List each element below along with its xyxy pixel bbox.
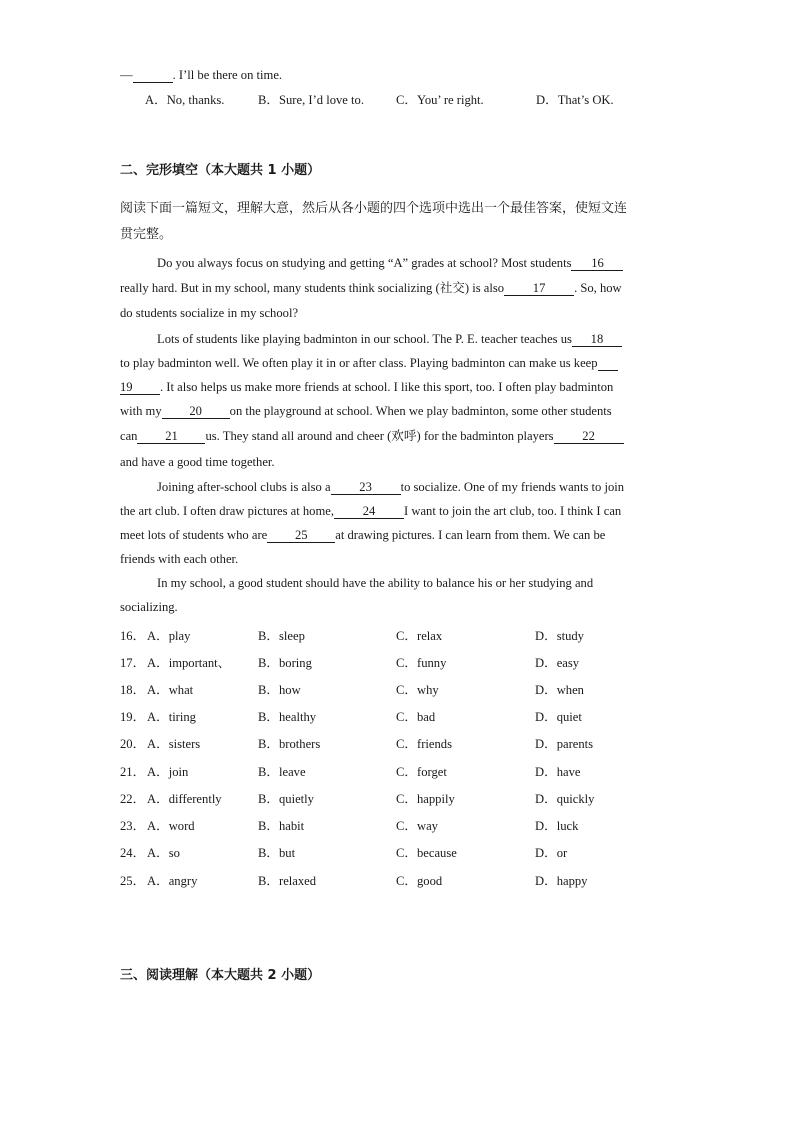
- section3-heading: 三、阅读理解（本大题共 2 小题）: [120, 968, 321, 983]
- choice-a[interactable]: A．so: [147, 846, 180, 860]
- question-row: [120, 761, 720, 779]
- passage-line: really hard. But in my school, many students think socializing (社交) is also 17 . So, how: [120, 281, 622, 295]
- choice-b[interactable]: B．healthy: [258, 710, 317, 724]
- blank-17[interactable]: 17: [504, 282, 574, 296]
- passage-line: with my 20 on the playground at school. When we play badminton, some other students: [120, 404, 612, 418]
- choice-c[interactable]: C．forget: [396, 765, 447, 779]
- choice-d[interactable]: D．luck: [535, 819, 579, 833]
- answer-blank[interactable]: [133, 69, 173, 83]
- section2-heading: 二、完形填空（本大题共 1 小题）: [120, 163, 321, 178]
- question-row: [120, 625, 720, 643]
- choice-a[interactable]: A．play: [147, 629, 191, 643]
- question-row: [120, 706, 720, 724]
- question-number: 18．: [120, 683, 146, 697]
- passage-line: Do you always focus on studying and getting “A” grades at school? Most students 16: [157, 255, 623, 271]
- passage-line: socializing.: [120, 600, 178, 614]
- blank-20[interactable]: 20: [162, 405, 230, 419]
- question-number: 22．: [120, 792, 146, 806]
- choice-a[interactable]: A．differently: [147, 792, 222, 806]
- choice-d[interactable]: D．study: [535, 629, 584, 643]
- choice-b[interactable]: B．leave: [258, 765, 306, 779]
- choice-c[interactable]: C．good: [396, 874, 443, 888]
- dash: —: [120, 68, 133, 82]
- choice-b[interactable]: B．how: [258, 683, 301, 697]
- question-number: 17．: [120, 656, 146, 670]
- choice-b[interactable]: B．sleep: [258, 629, 305, 643]
- choice-b[interactable]: B．relaxed: [258, 874, 317, 888]
- choice-b[interactable]: B．but: [258, 846, 296, 860]
- question-row: [120, 788, 720, 806]
- choice-a[interactable]: A．word: [147, 819, 195, 833]
- passage-line: and have a good time together.: [120, 455, 275, 469]
- choice-c[interactable]: C．friends: [396, 737, 452, 751]
- question-number: 21．: [120, 765, 146, 779]
- question-row: [120, 733, 720, 751]
- choice-d[interactable]: D．when: [535, 683, 584, 697]
- blank-16[interactable]: 16: [571, 257, 623, 271]
- question-number: 24．: [120, 846, 146, 860]
- choice-a[interactable]: A．sisters: [147, 737, 201, 751]
- blank-25[interactable]: 25: [267, 529, 335, 543]
- question-number: 16．: [120, 629, 146, 643]
- question-row: [120, 870, 720, 888]
- choice-d[interactable]: D．quiet: [535, 710, 582, 724]
- blank-22[interactable]: 22: [554, 430, 624, 444]
- blank-24[interactable]: 24: [334, 505, 404, 519]
- choice-a[interactable]: A．angry: [147, 874, 198, 888]
- blank-23[interactable]: 23: [331, 481, 401, 495]
- option-d[interactable]: D．That’s OK.: [536, 93, 614, 107]
- passage-line: Lots of students like playing badminton in our school. The P. E. teacher teaches us 18: [157, 331, 622, 347]
- choice-c[interactable]: C．why: [396, 683, 439, 697]
- choice-c[interactable]: C．happily: [396, 792, 455, 806]
- option-b[interactable]: B．Sure, I’d love to.: [258, 93, 364, 107]
- question-number: 19．: [120, 710, 146, 724]
- choice-d[interactable]: D．parents: [535, 737, 594, 751]
- question-number: 25．: [120, 874, 146, 888]
- passage-line: the art club. I often draw pictures at home, 24 I want to join the art club, too. I think I can: [120, 504, 622, 518]
- passage-line: meet lots of students who are 25 at drawing pictures. I can learn from them. We can be: [120, 528, 606, 542]
- question-row: [120, 652, 720, 670]
- passage-line: Joining after-school clubs is also a 23 to socialize. One of my friends wants to join: [157, 480, 625, 494]
- choice-b[interactable]: B．quietly: [258, 792, 314, 806]
- choice-d[interactable]: D．or: [535, 846, 568, 860]
- choice-c[interactable]: C．relax: [396, 629, 443, 643]
- choice-a[interactable]: A．join: [147, 765, 189, 779]
- question-number: 20．: [120, 737, 146, 751]
- instruction-line-2: 贯完整。: [120, 227, 173, 242]
- choice-d[interactable]: D．happy: [535, 874, 588, 888]
- option-a[interactable]: A．No, thanks.: [145, 93, 225, 107]
- top-question-line: [120, 67, 282, 83]
- choice-b[interactable]: B．brothers: [258, 737, 321, 751]
- passage-line: friends with each other.: [120, 552, 239, 566]
- choice-c[interactable]: C．bad: [396, 710, 436, 724]
- passage-line: 19 . It also helps us make more friends at school. I like this sport, too. I often play badminton: [120, 380, 614, 394]
- blank-18[interactable]: 18: [572, 333, 622, 347]
- choice-a[interactable]: A．what: [147, 683, 194, 697]
- choice-d[interactable]: D．have: [535, 765, 581, 779]
- passage-line: can 21 us. They stand all around and cheer (欢呼) for the badminton players 22: [120, 428, 624, 444]
- choice-c[interactable]: C．funny: [396, 656, 447, 670]
- blank-18-tail: [598, 357, 618, 371]
- passage-line: to play badminton well. We often play it in or after class. Playing badminton can make us keep: [120, 355, 618, 371]
- option-c[interactable]: C．You’ re right.: [396, 93, 484, 107]
- passage-line: do students socialize in my school?: [120, 306, 299, 320]
- choice-b[interactable]: B．boring: [258, 656, 312, 670]
- question-number: 23．: [120, 819, 146, 833]
- choice-a[interactable]: A．important、: [147, 656, 231, 670]
- blank-21[interactable]: 21: [137, 430, 205, 444]
- choice-b[interactable]: B．habit: [258, 819, 305, 833]
- passage-line: In my school, a good student should have the ability to balance his or her studying and: [157, 576, 594, 590]
- question-row: [120, 842, 720, 860]
- choice-d[interactable]: D．quickly: [535, 792, 595, 806]
- choice-c[interactable]: C．way: [396, 819, 438, 833]
- question-text: . I’ll be there on time.: [172, 68, 283, 82]
- choice-a[interactable]: A．tiring: [147, 710, 196, 724]
- instruction-line-1: 阅读下面一篇短文，理解大意，然后从各小题的四个选项中选出一个最佳答案，使短文连: [120, 201, 628, 216]
- question-row: [120, 679, 720, 697]
- choice-c[interactable]: C．because: [396, 846, 457, 860]
- choice-d[interactable]: D．easy: [535, 656, 580, 670]
- blank-19[interactable]: 19: [120, 381, 160, 395]
- question-row: [120, 815, 720, 833]
